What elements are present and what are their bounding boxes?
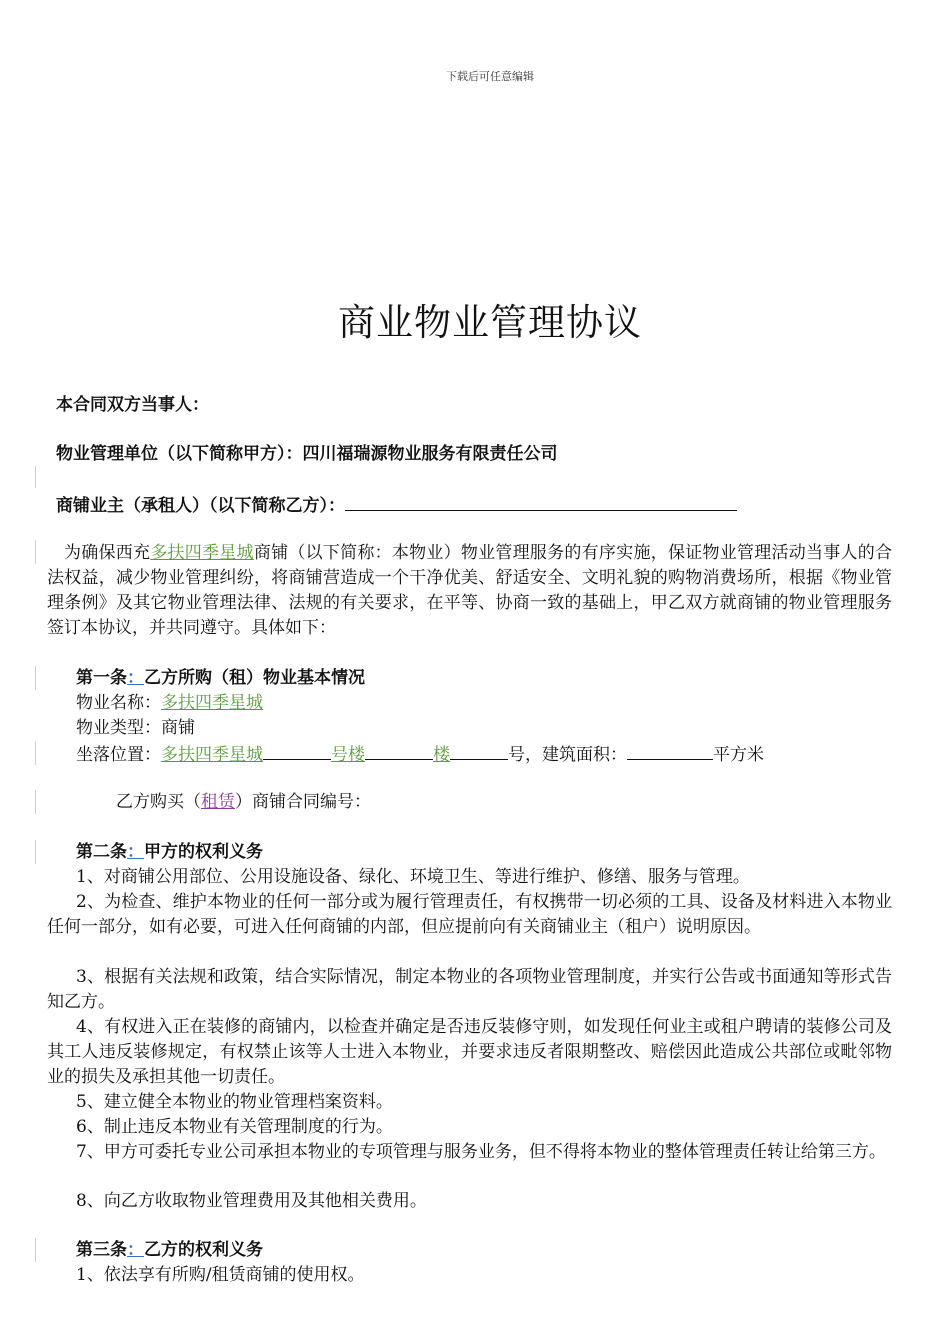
article2-item: 2、为检查、维护本物业的任何一部分或为履行管理责任，有权携带一切必须的工具、设备及材料进入本物业任何一部分，如有必要，可进入任何商铺的内部，但应提前向有关商铺业主（租户）说明原因。: [47, 892, 892, 937]
article2-label: 第二条: [76, 842, 127, 862]
party-a-line: 物业管理单位（以下简称甲方）：四川福瑞源物业服务有限责任公司: [56, 444, 558, 464]
article1-colon: ：: [127, 668, 144, 688]
revision-marker: [35, 840, 36, 864]
article2-colon: ：: [127, 842, 144, 862]
header-note: 下载后可任意编辑: [446, 70, 534, 83]
property-location-line: [76, 741, 764, 768]
party-b-blank: [345, 492, 737, 511]
revision-marker: [35, 666, 36, 690]
revision-marker: [35, 540, 36, 564]
contract-number-line: [116, 790, 371, 815]
unit-number-blank: [450, 741, 508, 760]
revision-marker: [35, 466, 36, 488]
article2-item: 4、有权进入正在装修的商铺内，以检查并确定是否违反装修守则，如发现任何业主或租户聘请的装修公司及其工人违反装修规定，有权禁止该等人士进入本物业，并要求违反者限期整改、赔偿因此造成公共部位或毗邻物业的损失及承担其他一切责任。: [47, 1017, 892, 1087]
contract-text-b: ）商铺合同编号：: [235, 792, 371, 812]
article3-colon: ：: [127, 1240, 144, 1260]
article2-item: 3、根据有关法规和政策，结合实际情况，制定本物业的各项物业管理制度，并实行公告或书面通知等形式告知乙方。: [47, 967, 892, 1012]
unit-label: 号，建筑面积：: [508, 745, 627, 765]
article1-label: 第一条: [76, 668, 127, 688]
preamble-lead: 为确保西充: [64, 543, 151, 563]
building-label: 号楼: [331, 745, 365, 765]
floor-number-blank: [365, 741, 433, 760]
party-b-label: 商铺业主（承租人）（以下简称乙方）：: [56, 496, 345, 516]
project-name-link: 多扶四季星城: [150, 543, 254, 563]
area-blank: [627, 741, 713, 760]
article2-item: 8、向乙方收取物业管理费用及其他相关费用。: [76, 1191, 427, 1211]
area-unit: 平方米: [713, 745, 764, 765]
article3-item: 1、依法享有所购/租赁商铺的使用权。: [76, 1265, 365, 1285]
revision-marker: [35, 790, 36, 814]
article2-item: 7、甲方可委托专业公司承担本物业的专项管理与服务业务，但不得将本物业的整体管理责任转让给第三方。: [76, 1142, 886, 1162]
preamble-paragraph: [47, 541, 892, 641]
floor-label: 楼: [433, 745, 450, 765]
article1-heading: [76, 666, 365, 691]
article2-heading: [76, 840, 263, 865]
article3-title: 乙方的权利义务: [144, 1240, 263, 1260]
property-name-line: [76, 691, 263, 716]
article2-item: 6、制止违反本物业有关管理制度的行为。: [76, 1117, 393, 1137]
contract-text-a: 乙方购买（: [116, 792, 201, 812]
revision-marker: [35, 741, 36, 765]
article3-heading: [76, 1238, 263, 1263]
parties-intro: 本合同双方当事人：: [56, 395, 209, 415]
document-title: 商业物业管理协议: [338, 301, 642, 344]
property-type-label: 物业类型：: [76, 718, 161, 738]
property-type-line: [76, 716, 195, 741]
building-number-blank: [263, 741, 331, 760]
preamble-rest: 商铺（以下简称：本物业）物业管理服务的有序实施，保证物业管理活动当事人的合法权益，减少物业管理纠纷，将商铺营造成一个干净优美、舒适安全、文明礼貌的购物消费场所，根据《物业管理条例》及其它物业管理法律、法规的有关要求，在平等、协商一致的基础上，甲乙双方就商铺的物业管理服务签订本协议，并共同遵守。具体如下：: [47, 543, 893, 638]
article2-title: 甲方的权利义务: [144, 842, 263, 862]
article3-label: 第三条: [76, 1240, 127, 1260]
contract-lease-link: 租赁: [201, 792, 235, 812]
property-name-label: 物业名称：: [76, 693, 161, 713]
location-label: 坐落位置：: [76, 745, 161, 765]
revision-marker: [35, 1238, 36, 1262]
article2-item: 1、对商铺公用部位、公用设施设备、绿化、环境卫生、等进行维护、修缮、服务与管理。: [76, 867, 750, 887]
location-value: 多扶四季星城: [161, 745, 263, 765]
property-type-value: 商铺: [161, 718, 195, 738]
article2-item: 5、建立健全本物业的物业管理档案资料。: [76, 1092, 393, 1112]
article1-title: 乙方所购（租）物业基本情况: [144, 668, 365, 688]
property-name-value: 多扶四季星城: [161, 693, 263, 713]
party-b-line: [56, 492, 737, 519]
